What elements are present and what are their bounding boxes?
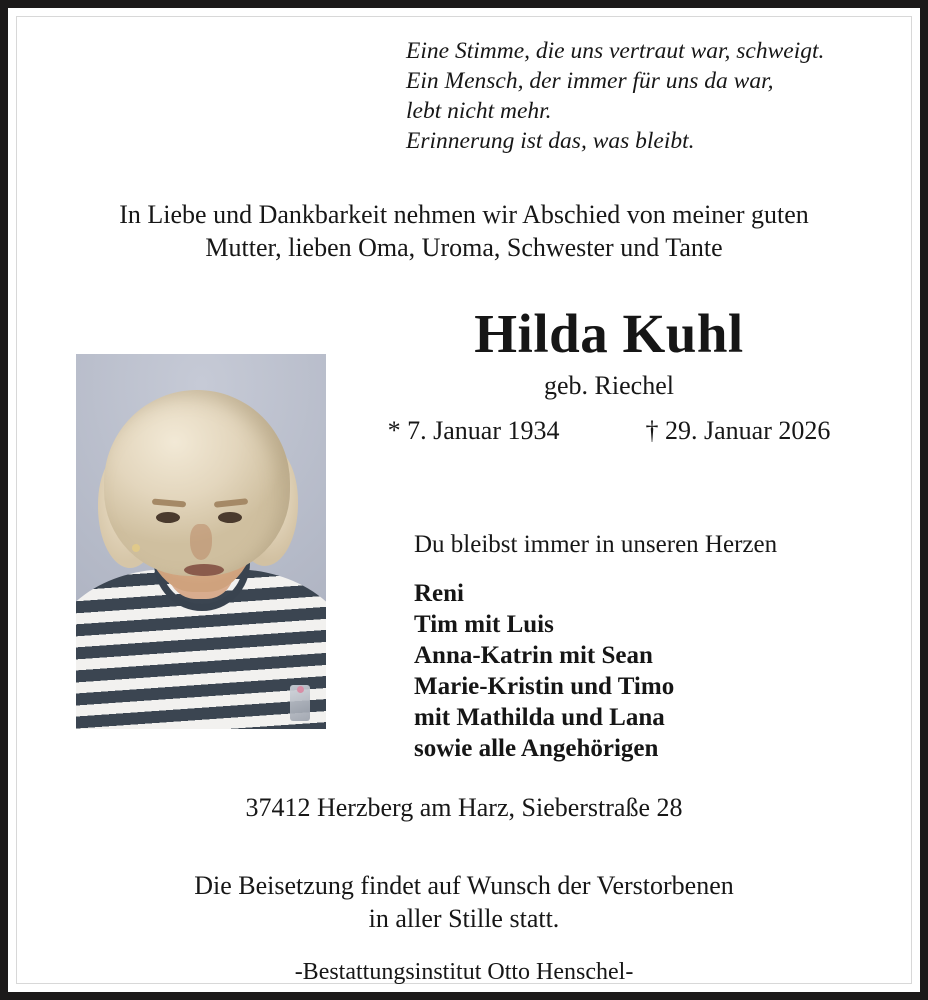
birth-date: * 7. Januar 1934 <box>387 416 560 445</box>
photo-nose <box>190 524 212 560</box>
farewell-text: Du bleibst immer in unseren Herzen <box>414 531 778 558</box>
name-block <box>338 303 880 447</box>
photo-mouth <box>184 564 224 576</box>
death-date: † 29. Januar 2026 <box>645 416 831 445</box>
address-line: 37412 Herzberg am Harz, Sieberstraße 28 <box>245 793 683 822</box>
burial-note <box>8 869 920 935</box>
burial-note-line-1: Die Beisetzung findet auf Wunsch der Verstorbenen <box>194 871 734 900</box>
verse-line-4: Erinnerung ist das, was bleibt. <box>406 128 695 154</box>
dates-row <box>338 415 880 447</box>
verse-line-2: Ein Mensch, der immer für uns da war, <box>406 68 774 94</box>
photo-badge-pin <box>297 686 304 693</box>
survivors-list <box>414 578 674 764</box>
intro-line-1: In Liebe und Dankbarkeit nehmen wir Abschied von meiner guten <box>119 200 809 229</box>
survivor-line-3: Anna-Katrin mit Sean <box>414 642 653 669</box>
burial-note-line-2: in aller Stille statt. <box>368 904 560 933</box>
survivor-line-5: mit Mathilda und Lana <box>414 704 665 731</box>
portrait-photo <box>76 354 326 729</box>
survivor-line-1: Reni <box>414 580 464 607</box>
survivor-line-2: Tim mit Luis <box>414 611 554 638</box>
obituary-notice-page <box>8 8 920 992</box>
survivor-line-6: sowie alle Angehörigen <box>414 735 659 762</box>
verse-line-3: lebt nicht mehr. <box>406 98 552 124</box>
funeral-home-credit: -Bestattungsinstitut Otto Henschel- <box>294 959 634 985</box>
verse-block <box>406 36 824 156</box>
photo-earring <box>132 544 140 552</box>
deceased-name: Hilda Kuhl <box>474 303 744 364</box>
intro-line-2: Mutter, lieben Oma, Uroma, Schwester und Tante <box>205 233 723 262</box>
maiden-name: geb. Riechel <box>544 371 674 400</box>
intro-block <box>8 198 920 264</box>
survivor-line-4: Marie-Kristin und Timo <box>414 673 675 700</box>
verse-line-1: Eine Stimme, die uns vertraut war, schweigt. <box>406 38 825 64</box>
photo-eye-left <box>156 512 180 523</box>
photo-eye-right <box>218 512 242 523</box>
